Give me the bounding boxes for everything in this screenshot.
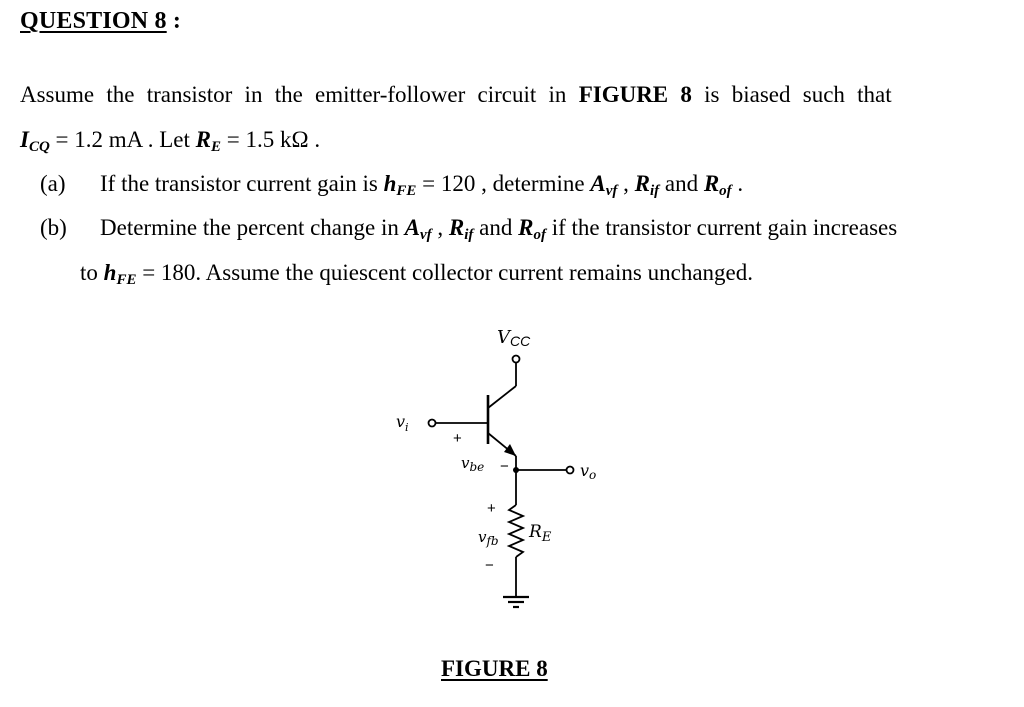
- rof-symbol: R: [518, 215, 534, 240]
- avf-symbol: A: [590, 171, 606, 196]
- part-b-line2-b: = 180. Assume the quiescent collector current remains unchanged.: [136, 260, 753, 285]
- collector-lead: [488, 386, 516, 408]
- vcc-terminal: [513, 356, 520, 363]
- avf-subscript: vf: [419, 227, 432, 243]
- vi-label: $v_i$: [396, 412, 409, 434]
- question-title: QUESTION 8: [20, 8, 167, 34]
- part-a-text-2: = 120 , determine: [416, 171, 591, 196]
- re-symbol: R: [195, 127, 211, 152]
- re-subscript: E: [211, 139, 222, 155]
- vi-terminal: [429, 420, 436, 427]
- rif-symbol: R: [448, 215, 465, 240]
- hfe-subscript: FE: [116, 272, 137, 288]
- rof-symbol: R: [703, 171, 720, 196]
- vbe-plus: +: [453, 430, 462, 447]
- separator: ,: [617, 171, 635, 196]
- vfb-label: $v_{fb}$: [478, 528, 499, 548]
- part-b-text-2: if the transistor current gain increases: [545, 215, 898, 240]
- vbe-minus: −: [500, 458, 509, 475]
- avf-symbol: A: [404, 215, 420, 240]
- question-colon: :: [166, 8, 182, 34]
- vcc-label: VCC: [497, 327, 531, 349]
- vo-terminal: [567, 467, 574, 474]
- vo-label: vo: [580, 461, 597, 482]
- vbe-label: $v_{be}$: [461, 454, 485, 474]
- and-text: and: [659, 171, 704, 196]
- hfe-subscript: FE: [396, 183, 417, 199]
- rif-subscript: if: [649, 183, 660, 199]
- rof-subscript: of: [719, 183, 732, 199]
- intro-text-b: is biased such that: [691, 82, 892, 107]
- and-text: and: [473, 215, 519, 240]
- rif-symbol: R: [634, 171, 650, 196]
- part-b-line2-a: to: [80, 260, 104, 285]
- icq-value: = 1.2 mA . Let: [49, 127, 196, 152]
- part-a-text-1: If the transistor current gain is: [100, 171, 384, 196]
- rof-subscript: of: [533, 227, 546, 243]
- part-b-label: (b): [40, 215, 67, 240]
- separator: ,: [431, 215, 449, 240]
- vfb-plus: +: [487, 500, 496, 517]
- icq-symbol: I: [20, 127, 29, 152]
- intro-text-a: Assume the transistor in the emitter-follower circuit in: [20, 82, 579, 107]
- part-b-text-1: Determine the percent change in: [100, 215, 405, 240]
- re-value: = 1.5 kΩ .: [221, 127, 321, 152]
- vfb-minus: −: [485, 557, 494, 574]
- part-a-label: (a): [40, 171, 66, 196]
- end-text: .: [731, 171, 744, 196]
- figure-caption: FIGURE 8: [441, 656, 548, 681]
- intro-figure-ref: FIGURE 8: [578, 82, 692, 107]
- avf-subscript: vf: [605, 183, 618, 199]
- hfe-symbol: h: [103, 260, 117, 285]
- icq-subscript: CQ: [28, 139, 50, 155]
- emitter-arrow-icon: [504, 444, 516, 456]
- re-label: $R_E$: [529, 522, 552, 545]
- re-resistor: [509, 505, 523, 557]
- output-node-dot: [513, 467, 519, 473]
- hfe-symbol: h: [383, 171, 397, 196]
- rif-subscript: if: [464, 227, 474, 243]
